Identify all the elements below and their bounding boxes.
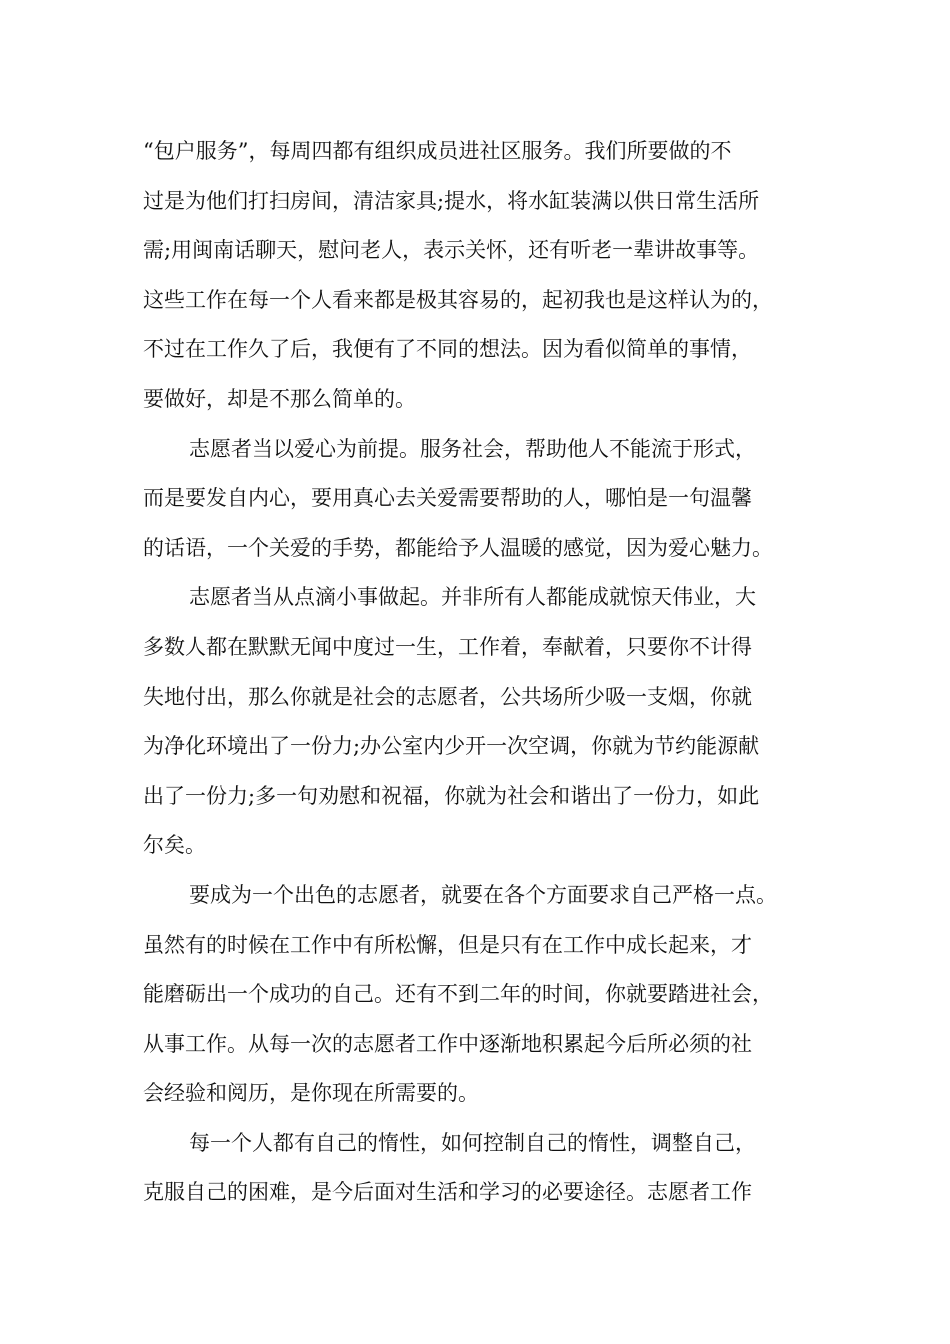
text-line: 需;用闽南话聊天，慰问老人，表示关怀，还有听老一辈讲故事等。 <box>143 238 760 263</box>
text-line: 的话语，一个关爱的手势，都能给予人温暖的感觉，因为爱心魅力。 <box>143 535 773 560</box>
text-line: 志愿者当以爱心为前提。服务社会，帮助他人不能流于形式， <box>189 436 756 461</box>
text-line: 出了一份力;多一句劝慰和祝福，你就为社会和谐出了一份力，如此 <box>143 783 760 808</box>
text-line: “包户服务”，每周四都有组织成员进社区服务。我们所要做的不 <box>143 139 732 163</box>
text-line: 每一个人都有自己的惰性，如何控制自己的惰性，调整自己， <box>189 1130 756 1155</box>
text-line: 尔矣。 <box>143 833 206 858</box>
text-line: 而是要发自内心，要用真心去关爱需要帮助的人，哪怕是一句温馨 <box>143 486 752 511</box>
text-line: 失地付出，那么你就是社会的志愿者，公共场所少吸一支烟，你就 <box>143 684 752 709</box>
text-line: 过是为他们打扫房间，清洁家具;提水，将水缸装满以供日常生活所 <box>143 188 760 213</box>
text-line: 这些工作在每一个人看来都是极其容易的，起初我也是这样认为的， <box>143 287 773 312</box>
text-line: 不过在工作久了后，我便有了不同的想法。因为看似简单的事情， <box>143 337 752 362</box>
text-line: 要做好，却是不那么简单的。 <box>143 386 416 411</box>
text-line: 多数人都在默默无闻中度过一生，工作着，奉献着，只要你不计得 <box>143 634 752 659</box>
text-line: 虽然有的时候在工作中有所松懈，但是只有在工作中成长起来，才 <box>143 932 752 957</box>
text-line: 为净化环境出了一份力;办公室内少开一次空调，你就为节约能源献 <box>143 734 760 759</box>
text-line: 会经验和阅历，是你现在所需要的。 <box>143 1081 479 1106</box>
document-body <box>143 127 833 1218</box>
text-line: 要成为一个出色的志愿者，就要在各个方面要求自己严格一点。 <box>189 882 777 907</box>
text-line: 从事工作。从每一次的志愿者工作中逐渐地积累起今后所必须的社 <box>143 1031 752 1056</box>
text-line: 克服自己的困难，是今后面对生活和学习的必要途径。志愿者工作 <box>143 1180 752 1205</box>
text-line: 能磨砺出一个成功的自己。还有不到二年的时间，你就要踏进社会， <box>143 982 773 1007</box>
text-line: 志愿者当从点滴小事做起。并非所有人都能成就惊天伟业，大 <box>189 585 756 610</box>
